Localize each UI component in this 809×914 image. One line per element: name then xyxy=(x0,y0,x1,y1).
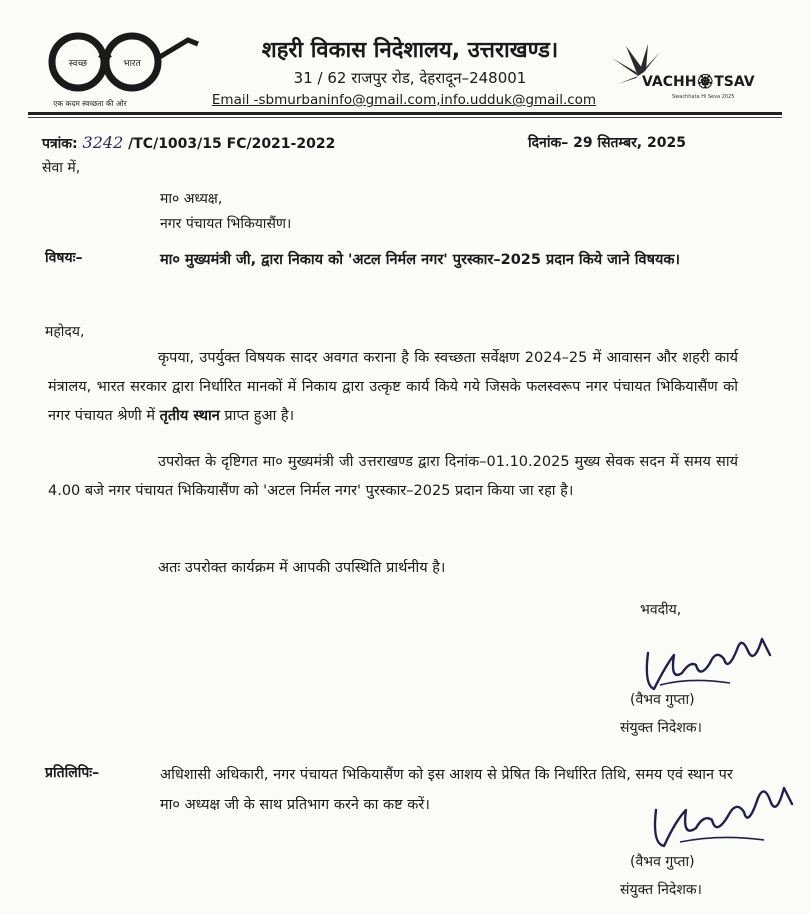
department-email[interactable]: Email -sbmurbaninfo@gmail.com,info.udduk@gmail.com xyxy=(211,92,597,108)
recipient-line-2: नगर पंचायत भिकियासैंण। xyxy=(160,216,292,232)
department-address: 31 / 62 राजपुर रोड, देहरादून–248001 xyxy=(293,69,527,87)
signatory-designation-1: संयुक्त निदेशक। xyxy=(620,720,702,736)
date-line xyxy=(528,133,686,152)
swachhotsav-logo xyxy=(608,38,768,108)
reference-number: /TC/1003/15 FC/2021-2022 xyxy=(128,136,336,152)
rank-highlight: तृतीय स्थान xyxy=(159,408,220,424)
body-paragraph-1-text: कृपया, उपर्युक्त विषयक सादर अवगत कराना है कि स्वच्छता सर्वेक्षण 2024–25 में आवासन और शहरी कार्य मंत्रालय, भारत सरकार द्वारा निर्धारित मानकों में निकाय द्वारा उत्कृष्ट कार्य किये गये जिसके फलस्वरूप नगर पंचायत भिकियासैंण को नगर पंचायत श्रेणी में xyxy=(48,350,738,424)
header-rule xyxy=(28,112,782,115)
body-paragraph-3-text: अतः उपरोक्त कार्यक्रम में आपकी उपस्थिति प्रार्थनीय है। xyxy=(158,560,446,576)
reference-line xyxy=(42,133,335,153)
logo-right-subtext: Swachhata Hi Seva 2025 xyxy=(672,94,735,100)
body-paragraph-2-text: उपरोक्त के दृष्टिगत मा० मुख्यमंत्री जी उत्तराखण्ड द्वारा दिनांक–01.10.2025 मुख्य सेवक सदन में समय सायं 4.00 बजे नगर पंचायत भिकियासैंण को 'अटल निर्मल नगर' पुरस्कार–2025 प्रदान किया जा रहा है। xyxy=(48,454,738,499)
swachh-bharat-logo xyxy=(30,22,220,114)
body-paragraph-1-end: प्राप्त हुआ है। xyxy=(224,408,295,424)
body-paragraph-2 xyxy=(48,448,738,506)
subject-label: विषयः– xyxy=(45,250,83,266)
logo-left-text-2: भारत xyxy=(123,59,141,69)
date-value: 29 सितम्बर, 2025 xyxy=(573,135,686,151)
department-title: शहरी विकास निदेशालय, उत्तराखण्ड। xyxy=(261,38,559,63)
date-label: दिनांक– xyxy=(528,135,569,151)
body-paragraph-3 xyxy=(48,554,738,583)
reference-label: पत्रांक: xyxy=(42,136,78,152)
recipient-line-1: मा० अध्यक्ष, xyxy=(160,191,223,207)
signature-2 xyxy=(640,770,800,860)
salutation-to: सेवा में, xyxy=(42,160,81,176)
copy-label: प्रतिलिपिः– xyxy=(45,765,100,781)
signatory-designation-2: संयुक्त निदेशक। xyxy=(620,882,702,898)
subject-text: मा० मुख्यमंत्री जी, द्वारा निकाय को 'अटल निर्मल नगर' पुरस्कार–2025 प्रदान किये जाने विषयक। xyxy=(160,252,681,268)
closing-bhavdiya: भवदीय, xyxy=(640,602,682,618)
copy-text: अधिशासी अधिकारी, नगर पंचायत भिकियासैंण को इस आशय से प्रेषित कि निर्धारित तिथि, समय एवं स्थान पर मा० अध्यक्ष जी के साथ प्रतिभाग करने का कष्ट करें। xyxy=(160,767,733,813)
logo-left-tagline: एक कदम स्वच्छता की ओर xyxy=(53,99,127,108)
header-rule-thin xyxy=(28,117,782,118)
greeting: महोदय, xyxy=(45,324,85,340)
signatory-name-1: (वैभव गुप्ता) xyxy=(630,692,695,708)
logo-left-text-1: स्वच्छ xyxy=(68,59,88,69)
logo-right-text: VACHH🏵TSAV xyxy=(642,74,755,90)
body-paragraph-1 xyxy=(48,344,738,431)
signatory-name-2: (वैभव गुप्ता) xyxy=(630,854,695,870)
reference-handwritten-number: 3242 xyxy=(82,133,124,152)
